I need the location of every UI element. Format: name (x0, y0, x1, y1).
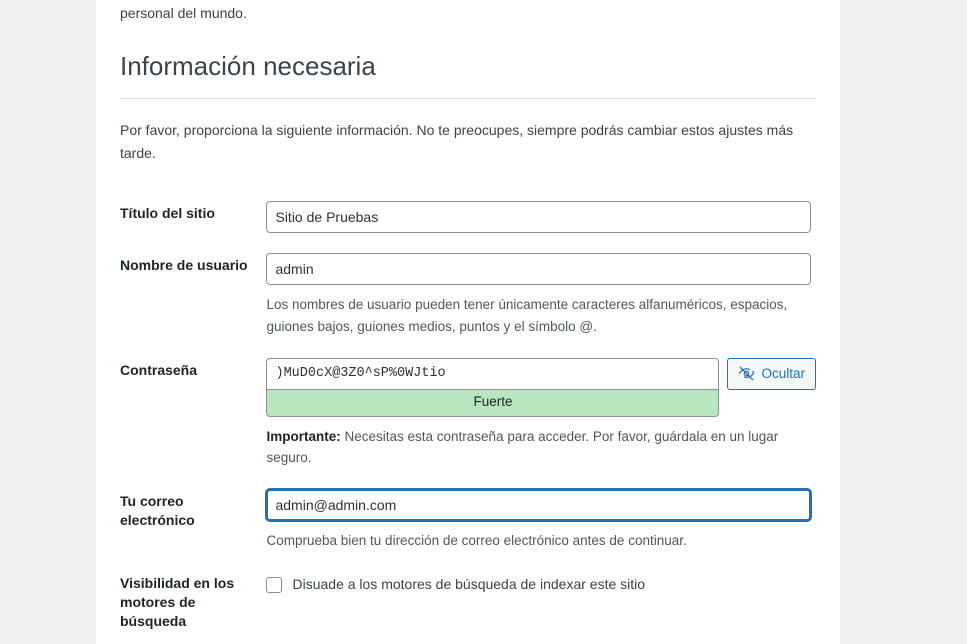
hide-password-label: Ocultar (761, 366, 805, 382)
password-input[interactable] (266, 358, 719, 390)
site-title-label: Título del sitio (120, 205, 215, 222)
field-row-password (120, 348, 816, 479)
search-visibility-label: Visibilidad en los motores de búsqueda (120, 575, 235, 630)
site-title-input[interactable] (266, 201, 811, 233)
search-visibility-checkbox[interactable] (266, 577, 282, 593)
email-hint: Comprueba bien tu dirección de correo electrónico antes de continuar. (266, 532, 687, 548)
password-cell (266, 348, 816, 479)
instructions-text: Por favor, proporciona la siguiente información. No te preocupes, siempre podrás cambiar estos ajustes más tarde. (120, 122, 794, 162)
field-row-search-visibility (120, 561, 816, 644)
username-cell (266, 243, 816, 347)
field-row-site-title (120, 191, 816, 243)
setup-content-panel (96, 0, 840, 644)
password-label: Contraseña (120, 361, 198, 378)
username-label: Nombre de usuario (120, 257, 248, 274)
search-visibility-option[interactable] (266, 571, 816, 595)
field-row-username (120, 243, 816, 347)
field-row-email (120, 479, 816, 562)
hide-password-button[interactable] (727, 358, 816, 390)
email-label: Tu correo electrónico (120, 492, 195, 528)
password-strength-indicator: Fuerte (266, 389, 719, 417)
page-gutter-left (0, 0, 96, 568)
search-visibility-checkbox-label: Disuade a los motores de búsqueda de indexar este sitio (292, 576, 646, 593)
setup-form (120, 191, 816, 644)
password-note-strong: Importante: (266, 428, 341, 444)
search-visibility-cell (266, 561, 816, 644)
page-title: Información necesaria (120, 50, 816, 99)
password-field-group (266, 358, 816, 417)
eye-slash-icon (738, 366, 755, 381)
intro-paragraph-tail: personal del mundo. (120, 5, 247, 21)
email-field[interactable] (266, 489, 811, 521)
username-input[interactable] (266, 253, 811, 285)
email-cell (266, 479, 816, 562)
page-gutter-right (840, 0, 967, 568)
username-hint: Los nombres de usuario pueden tener únicamente caracteres alfanuméricos, espacios, guiones bajos, guiones medios, puntos y el símbolo @. (266, 297, 788, 334)
password-input-column (266, 358, 719, 417)
password-note (266, 426, 811, 469)
password-note-text: Necesitas esta contraseña para acceder. Por favor, guárdala en un lugar seguro. (266, 428, 779, 466)
site-title-cell (266, 191, 816, 243)
